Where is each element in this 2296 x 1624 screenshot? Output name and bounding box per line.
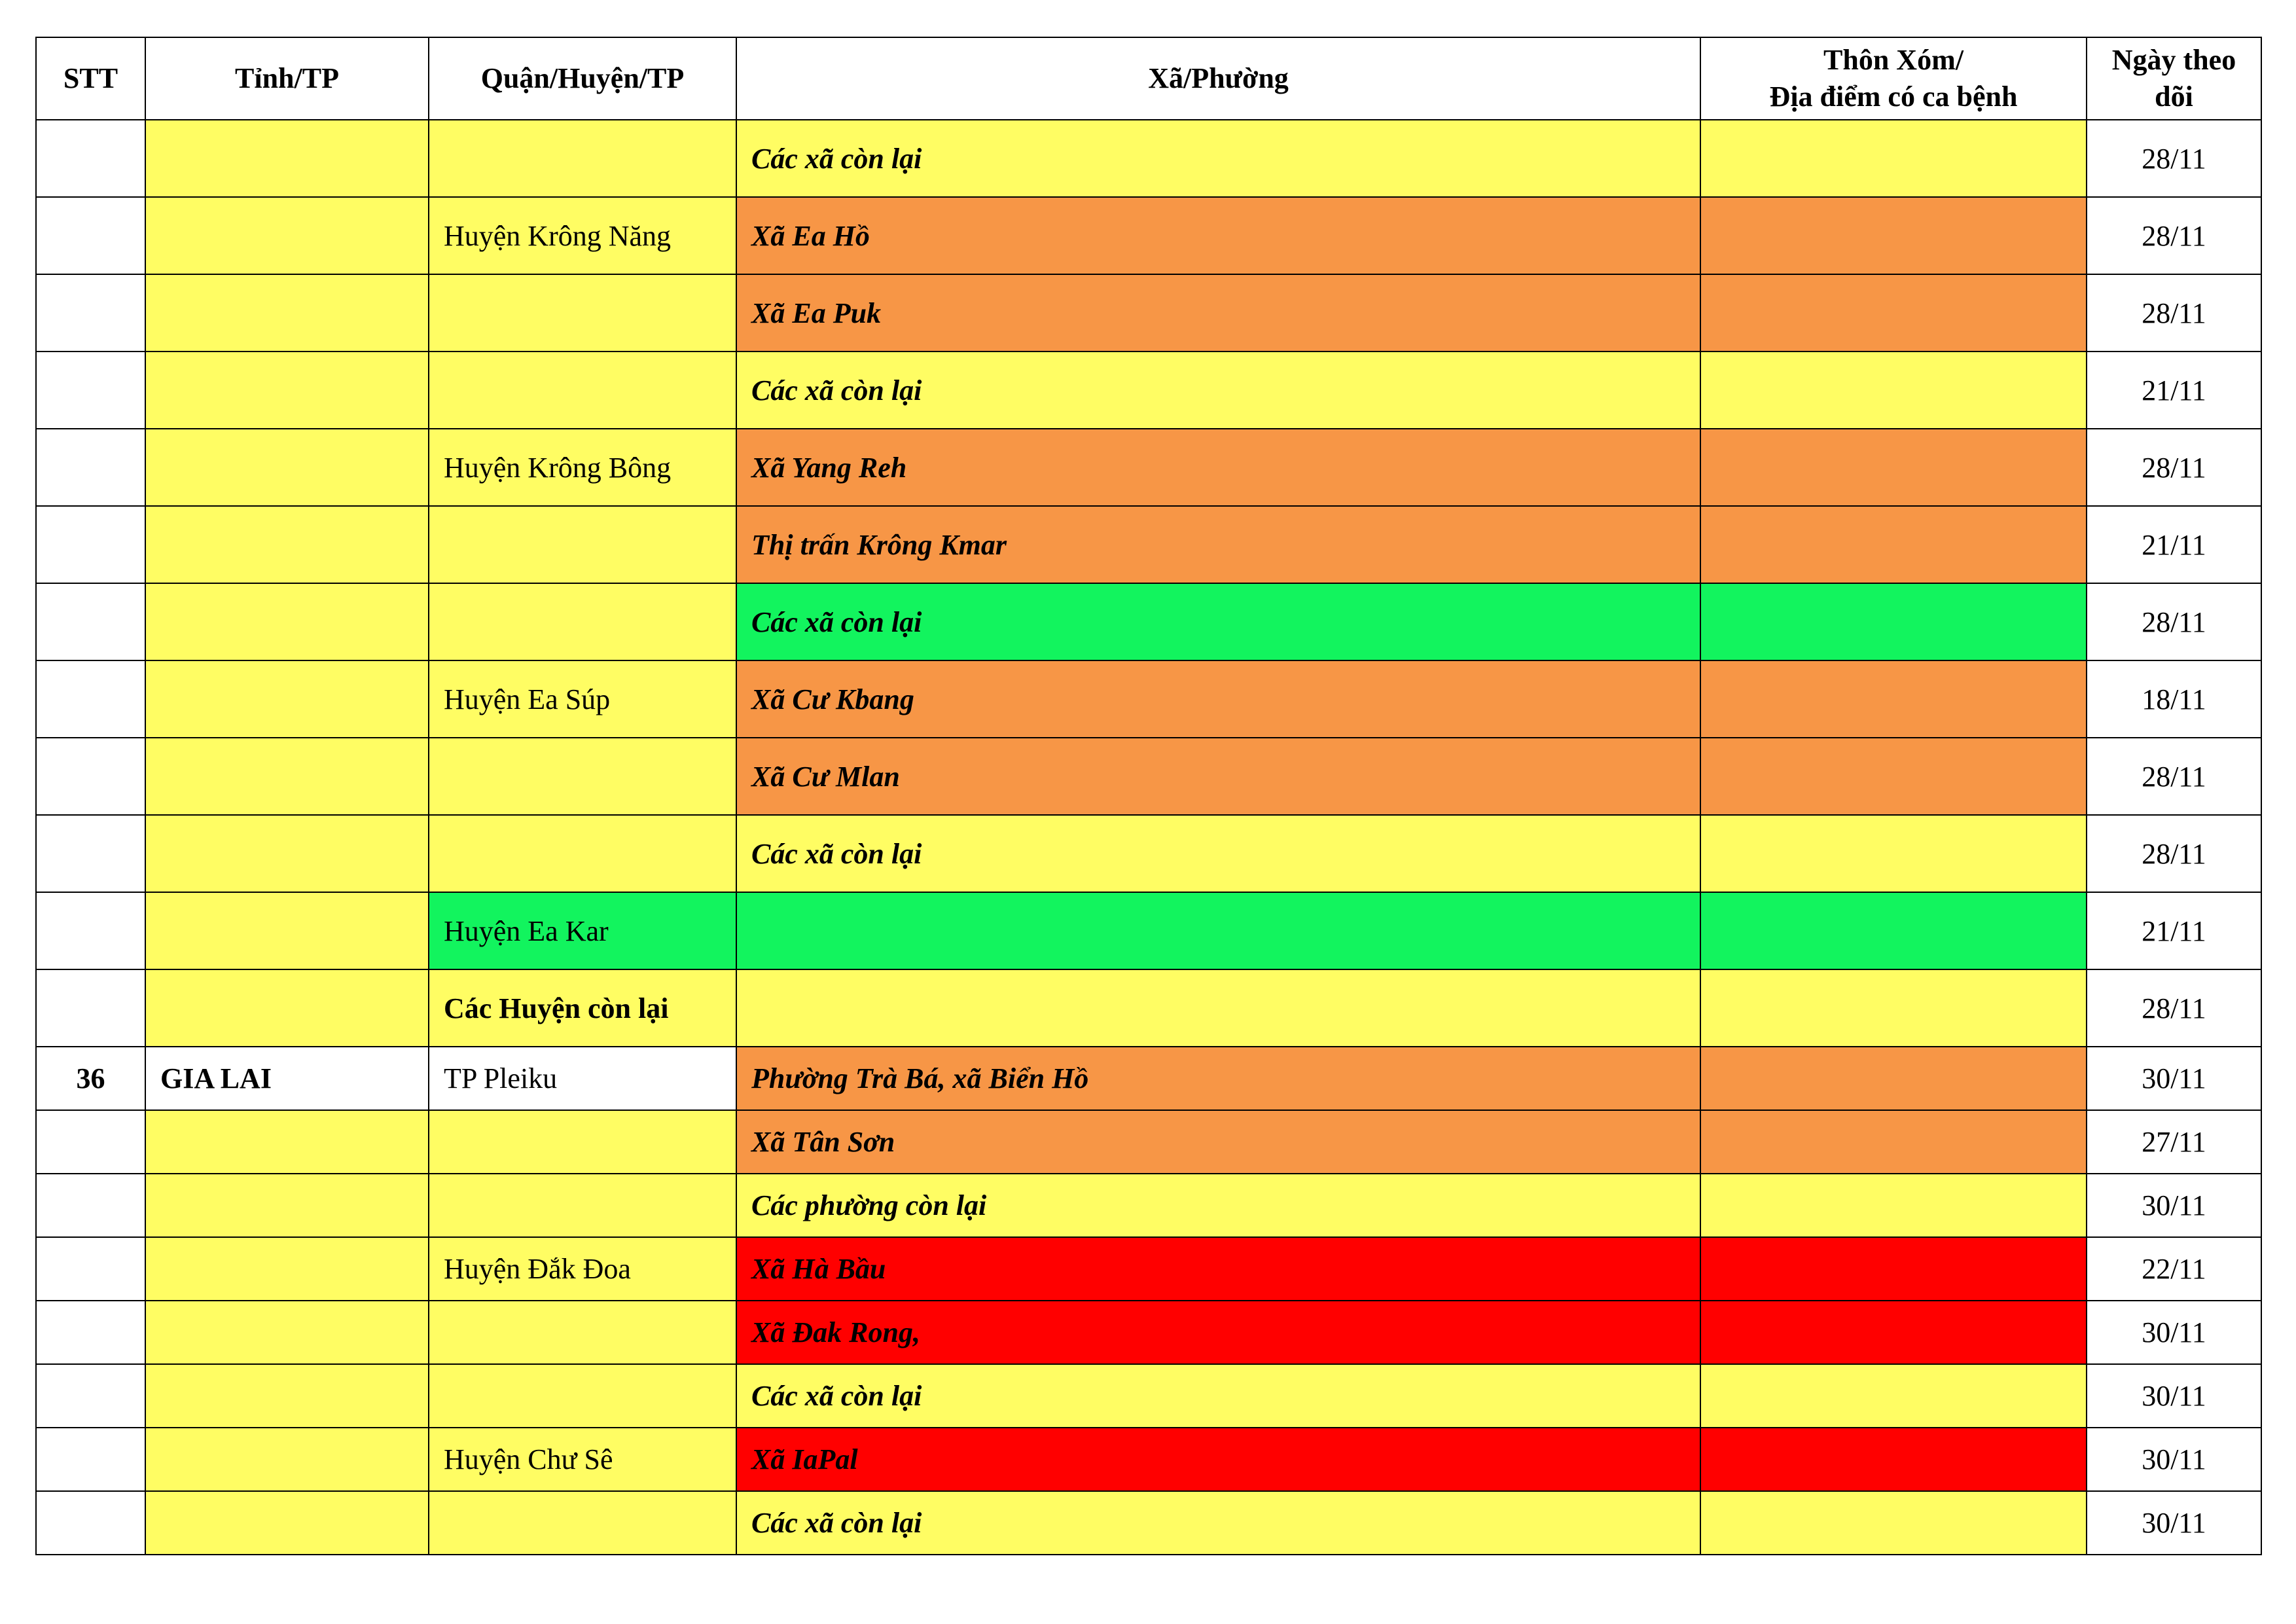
table-row bbox=[36, 1301, 2261, 1364]
cell-province bbox=[145, 1491, 429, 1555]
cell-district bbox=[429, 506, 736, 583]
cell-hamlet bbox=[1700, 815, 2087, 892]
cell-district bbox=[429, 1174, 736, 1237]
cell-stt bbox=[36, 120, 145, 197]
cell-province bbox=[145, 274, 429, 352]
cell-date: 30/11 bbox=[2087, 1428, 2261, 1491]
cell-ward: Các xã còn lại bbox=[736, 1491, 1700, 1555]
cell-hamlet bbox=[1700, 429, 2087, 506]
cell-stt bbox=[36, 352, 145, 429]
cell-stt bbox=[36, 197, 145, 274]
cell-ward bbox=[736, 892, 1700, 969]
table-row bbox=[36, 1174, 2261, 1237]
cell-province bbox=[145, 892, 429, 969]
cell-province bbox=[145, 1237, 429, 1301]
cell-district bbox=[429, 352, 736, 429]
table-row bbox=[36, 738, 2261, 815]
cell-stt bbox=[36, 1110, 145, 1174]
table-row bbox=[36, 274, 2261, 352]
cell-province bbox=[145, 969, 429, 1047]
header-hamlet bbox=[1700, 37, 2087, 120]
cell-hamlet bbox=[1700, 1174, 2087, 1237]
cell-date: 21/11 bbox=[2087, 892, 2261, 969]
cell-date: 30/11 bbox=[2087, 1364, 2261, 1428]
cell-hamlet bbox=[1700, 274, 2087, 352]
cell-province bbox=[145, 1428, 429, 1491]
cell-stt bbox=[36, 1364, 145, 1428]
cell-stt bbox=[36, 1301, 145, 1364]
cell-hamlet bbox=[1700, 892, 2087, 969]
cell-ward: Xã Yang Reh bbox=[736, 429, 1700, 506]
cell-ward: Xã Hà Bầu bbox=[736, 1237, 1700, 1301]
cell-stt bbox=[36, 660, 145, 738]
cell-district bbox=[429, 1110, 736, 1174]
cell-ward: Phường Trà Bá, xã Biển Hồ bbox=[736, 1047, 1700, 1110]
header-row bbox=[36, 37, 2261, 120]
cell-date: 28/11 bbox=[2087, 738, 2261, 815]
cell-district: TP Pleiku bbox=[429, 1047, 736, 1110]
table-row bbox=[36, 583, 2261, 660]
cell-stt bbox=[36, 892, 145, 969]
cell-date: 28/11 bbox=[2087, 815, 2261, 892]
cell-date: 28/11 bbox=[2087, 583, 2261, 660]
cell-stt bbox=[36, 1491, 145, 1555]
cell-stt bbox=[36, 1174, 145, 1237]
cell-stt bbox=[36, 429, 145, 506]
table-row bbox=[36, 660, 2261, 738]
header-date-line2: dõi bbox=[2155, 81, 2193, 113]
cell-hamlet bbox=[1700, 1428, 2087, 1491]
cell-ward: Xã IaPal bbox=[736, 1428, 1700, 1491]
cell-province bbox=[145, 352, 429, 429]
table-row bbox=[36, 1491, 2261, 1555]
header-stt: STT bbox=[36, 37, 145, 120]
cell-date: 21/11 bbox=[2087, 352, 2261, 429]
cell-district: Huyện Đắk Đoa bbox=[429, 1237, 736, 1301]
header-province: Tỉnh/TP bbox=[145, 37, 429, 120]
cell-stt: 36 bbox=[36, 1047, 145, 1110]
cell-district bbox=[429, 1301, 736, 1364]
cell-ward: Các xã còn lại bbox=[736, 120, 1700, 197]
cell-hamlet bbox=[1700, 969, 2087, 1047]
cell-province bbox=[145, 1110, 429, 1174]
cell-date: 27/11 bbox=[2087, 1110, 2261, 1174]
cell-district bbox=[429, 738, 736, 815]
cell-hamlet bbox=[1700, 738, 2087, 815]
cell-province bbox=[145, 583, 429, 660]
table-row bbox=[36, 892, 2261, 969]
cell-date: 30/11 bbox=[2087, 1174, 2261, 1237]
table-row bbox=[36, 969, 2261, 1047]
cell-province bbox=[145, 1301, 429, 1364]
cell-ward: Các xã còn lại bbox=[736, 815, 1700, 892]
cell-province bbox=[145, 1364, 429, 1428]
cell-hamlet bbox=[1700, 197, 2087, 274]
cell-ward: Xã Tân Sơn bbox=[736, 1110, 1700, 1174]
cell-hamlet bbox=[1700, 1301, 2087, 1364]
cell-hamlet bbox=[1700, 1110, 2087, 1174]
cell-date: 28/11 bbox=[2087, 120, 2261, 197]
cell-province bbox=[145, 506, 429, 583]
cell-hamlet bbox=[1700, 583, 2087, 660]
tracking-table bbox=[35, 37, 2262, 1555]
cell-date: 28/11 bbox=[2087, 429, 2261, 506]
cell-district bbox=[429, 583, 736, 660]
cell-province bbox=[145, 1174, 429, 1237]
cell-date: 18/11 bbox=[2087, 660, 2261, 738]
cell-ward: Xã Cư Kbang bbox=[736, 660, 1700, 738]
cell-hamlet bbox=[1700, 1491, 2087, 1555]
cell-hamlet bbox=[1700, 1237, 2087, 1301]
cell-ward: Xã Cư Mlan bbox=[736, 738, 1700, 815]
table-row bbox=[36, 197, 2261, 274]
cell-ward: Xã Đak Rong, bbox=[736, 1301, 1700, 1364]
cell-stt bbox=[36, 274, 145, 352]
header-district: Quận/Huyện/TP bbox=[429, 37, 736, 120]
cell-district bbox=[429, 120, 736, 197]
header-date-line1: Ngày theo bbox=[2111, 44, 2236, 76]
table-row bbox=[36, 429, 2261, 506]
table-row bbox=[36, 120, 2261, 197]
cell-hamlet bbox=[1700, 660, 2087, 738]
cell-district bbox=[429, 274, 736, 352]
cell-date: 21/11 bbox=[2087, 506, 2261, 583]
cell-province bbox=[145, 660, 429, 738]
cell-ward: Các xã còn lại bbox=[736, 352, 1700, 429]
cell-stt bbox=[36, 1237, 145, 1301]
table-row bbox=[36, 1428, 2261, 1491]
table-row bbox=[36, 1110, 2261, 1174]
table-body bbox=[36, 120, 2261, 1555]
cell-province bbox=[145, 197, 429, 274]
cell-province bbox=[145, 120, 429, 197]
cell-province bbox=[145, 429, 429, 506]
cell-date: 28/11 bbox=[2087, 197, 2261, 274]
header-hamlet-line1: Thôn Xóm/ bbox=[1823, 44, 1964, 76]
cell-date: 22/11 bbox=[2087, 1237, 2261, 1301]
table-row bbox=[36, 1364, 2261, 1428]
cell-hamlet bbox=[1700, 1364, 2087, 1428]
header-ward: Xã/Phường bbox=[736, 37, 1700, 120]
cell-ward bbox=[736, 969, 1700, 1047]
cell-hamlet bbox=[1700, 352, 2087, 429]
table-row bbox=[36, 352, 2261, 429]
cell-province bbox=[145, 815, 429, 892]
cell-district: Huyện Ea Súp bbox=[429, 660, 736, 738]
cell-date: 30/11 bbox=[2087, 1301, 2261, 1364]
cell-date: 30/11 bbox=[2087, 1047, 2261, 1110]
cell-ward: Xã Ea Hồ bbox=[736, 197, 1700, 274]
cell-hamlet bbox=[1700, 1047, 2087, 1110]
cell-ward: Các phường còn lại bbox=[736, 1174, 1700, 1237]
cell-district: Huyện Krông Năng bbox=[429, 197, 736, 274]
cell-district: Huyện Krông Bông bbox=[429, 429, 736, 506]
table-row bbox=[36, 506, 2261, 583]
cell-stt bbox=[36, 969, 145, 1047]
cell-stt bbox=[36, 583, 145, 660]
cell-district bbox=[429, 1364, 736, 1428]
cell-stt bbox=[36, 1428, 145, 1491]
cell-district: Huyện Chư Sê bbox=[429, 1428, 736, 1491]
cell-province bbox=[145, 738, 429, 815]
table-row bbox=[36, 1047, 2261, 1110]
cell-date: 30/11 bbox=[2087, 1491, 2261, 1555]
cell-date: 28/11 bbox=[2087, 969, 2261, 1047]
cell-ward: Các xã còn lại bbox=[736, 1364, 1700, 1428]
cell-ward: Thị trấn Krông Kmar bbox=[736, 506, 1700, 583]
cell-ward: Các xã còn lại bbox=[736, 583, 1700, 660]
cell-stt bbox=[36, 506, 145, 583]
cell-stt bbox=[36, 738, 145, 815]
cell-date: 28/11 bbox=[2087, 274, 2261, 352]
header-date bbox=[2087, 37, 2261, 120]
cell-district: Huyện Ea Kar bbox=[429, 892, 736, 969]
cell-district bbox=[429, 1491, 736, 1555]
cell-hamlet bbox=[1700, 120, 2087, 197]
cell-stt bbox=[36, 815, 145, 892]
cell-province: GIA LAI bbox=[145, 1047, 429, 1110]
cell-hamlet bbox=[1700, 506, 2087, 583]
cell-district bbox=[429, 815, 736, 892]
cell-district: Các Huyện còn lại bbox=[429, 969, 736, 1047]
table-row bbox=[36, 815, 2261, 892]
header-hamlet-line2: Địa điểm có ca bệnh bbox=[1769, 81, 2018, 113]
cell-ward: Xã Ea Puk bbox=[736, 274, 1700, 352]
table-row bbox=[36, 1237, 2261, 1301]
